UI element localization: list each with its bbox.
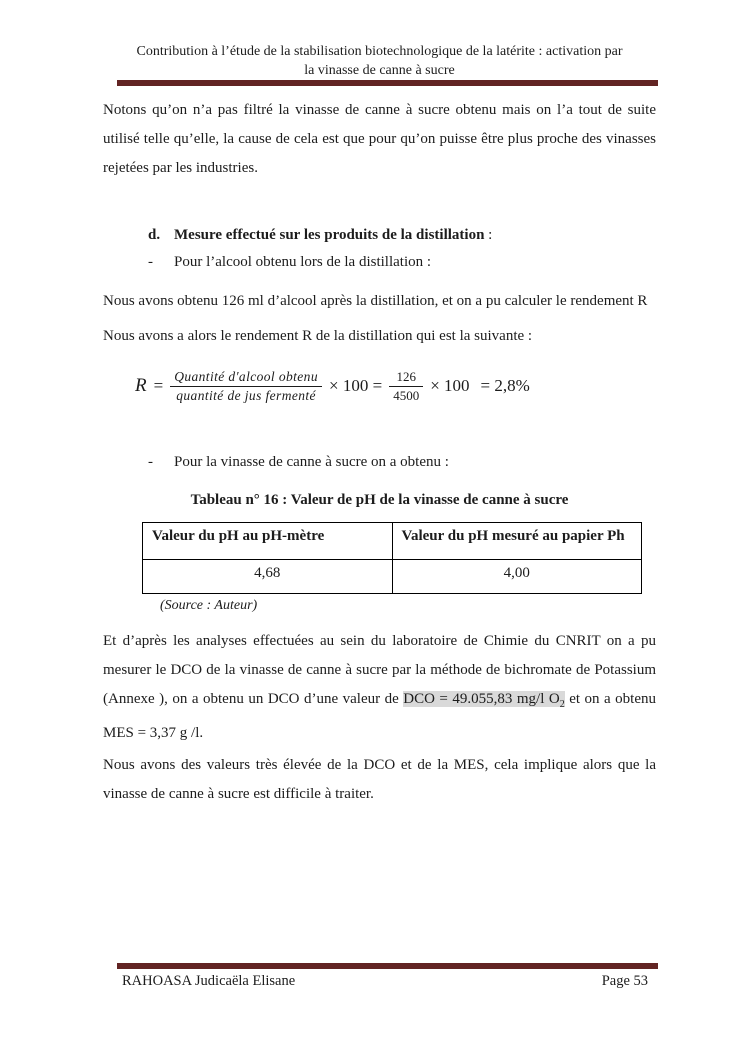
formula-times-100-equals: × 100 = (329, 376, 383, 395)
table-caption: Tableau n° 16 : Valeur de pH de la vinasse de canne à sucre (190, 492, 569, 508)
formula-variable: R (135, 375, 147, 396)
ph-values-table (142, 522, 642, 594)
paragraph-dco (103, 627, 656, 748)
dco-highlighted-value (403, 691, 565, 710)
dco-o2-subscript: 2 (559, 699, 565, 710)
table-cell-papier-ph-value: 4,00 (392, 560, 642, 594)
header-title-line1: Contribution à l’étude de la stabilisation biotechnologique de la latérite : activation par (136, 44, 623, 59)
dco-value-text: DCO = 49.055,83 mg/l O (403, 691, 560, 707)
table-cell-ph-metre-value: 4,68 (143, 560, 393, 594)
table-row (143, 560, 642, 594)
footer-text-row (103, 972, 656, 990)
formula-equals: = (153, 376, 164, 395)
fraction-denominator-4500: 4500 (393, 387, 420, 403)
paragraph-rendement: Nous avons obtenu 126 ml d’alcool après la distillation, et on a pu calculer le rendement R (103, 293, 648, 309)
table-header-row (143, 523, 642, 560)
header-title-line2: la vinasse de canne à sucre (304, 63, 455, 78)
bullet-text: Pour la vinasse de canne à sucre on a obtenu : (174, 454, 449, 470)
bullet-alcool (148, 252, 656, 272)
paragraph-mes-text: et on a obtenu MES = 3,37 g /l. (103, 691, 656, 741)
heading-text (174, 225, 492, 245)
footer-page-number: Page 53 (601, 973, 648, 989)
heading-suffix: : (484, 227, 493, 243)
bullet-vinasse (148, 452, 656, 472)
fraction-numerator: Quantité d′alcool obtenu (170, 369, 322, 387)
paragraph-dco-text: Et d’après les analyses effectuées au sein du laboratoire de Chimie du CNRIT on a pu mesurer le DCO de la vinasse de canne à sucre par la méthode de bichromate de Potassium (Annexe ), on a obtenu un DCO d’une valeur de (103, 633, 656, 707)
footer-author-name: RAHOASA Judicaëla Elisane (122, 973, 296, 989)
formula-fraction-text (170, 369, 322, 404)
page-header-title (103, 42, 656, 80)
heading-d-mesure (148, 225, 656, 245)
header-divider-rule (117, 80, 658, 86)
table-header-ph-metre: Valeur du pH au pH-mètre (143, 523, 393, 560)
heading-bold-text: Mesure effectué sur les produits de la distillation (174, 227, 485, 243)
fraction-numerator-126: 126 (389, 369, 423, 387)
bullet-marker: - (148, 454, 153, 470)
formula-result: = 2,8% (480, 376, 530, 395)
paragraph-conclusion: Nous avons des valeurs très élevée de la DCO et de la MES, cela implique alors que la vinasse de canne à sucre est difficile à traiter. (103, 757, 656, 802)
paragraph-rendement-intro: Nous avons a alors le rendement R de la distillation qui est la suivante : (103, 328, 533, 344)
table-header-papier-ph: Valeur du pH mesuré au papier Ph (392, 523, 642, 560)
page-footer (103, 963, 656, 990)
footer-divider-rule (117, 963, 658, 969)
paragraph-intro: Notons qu’on n’a pas filtré la vinasse de canne à sucre obtenu mais on l’a tout de suite utilisé telle qu’elle, la cause de cela est que pour qu’on puisse être plus proche des vinasses rejetées par les industries. (103, 102, 656, 176)
formula-fraction-numeric (389, 369, 423, 404)
formula-rendement (135, 361, 656, 411)
bullet-text: Pour l’alcool obtenu lors de la distillation : (174, 254, 432, 270)
formula-times-100: × 100 (430, 376, 470, 395)
bullet-marker: - (148, 254, 153, 270)
table-source-note: (Source : Auteur) (160, 598, 258, 613)
fraction-denominator: quantité de jus fermenté (176, 387, 316, 403)
heading-marker: d. (148, 227, 161, 243)
